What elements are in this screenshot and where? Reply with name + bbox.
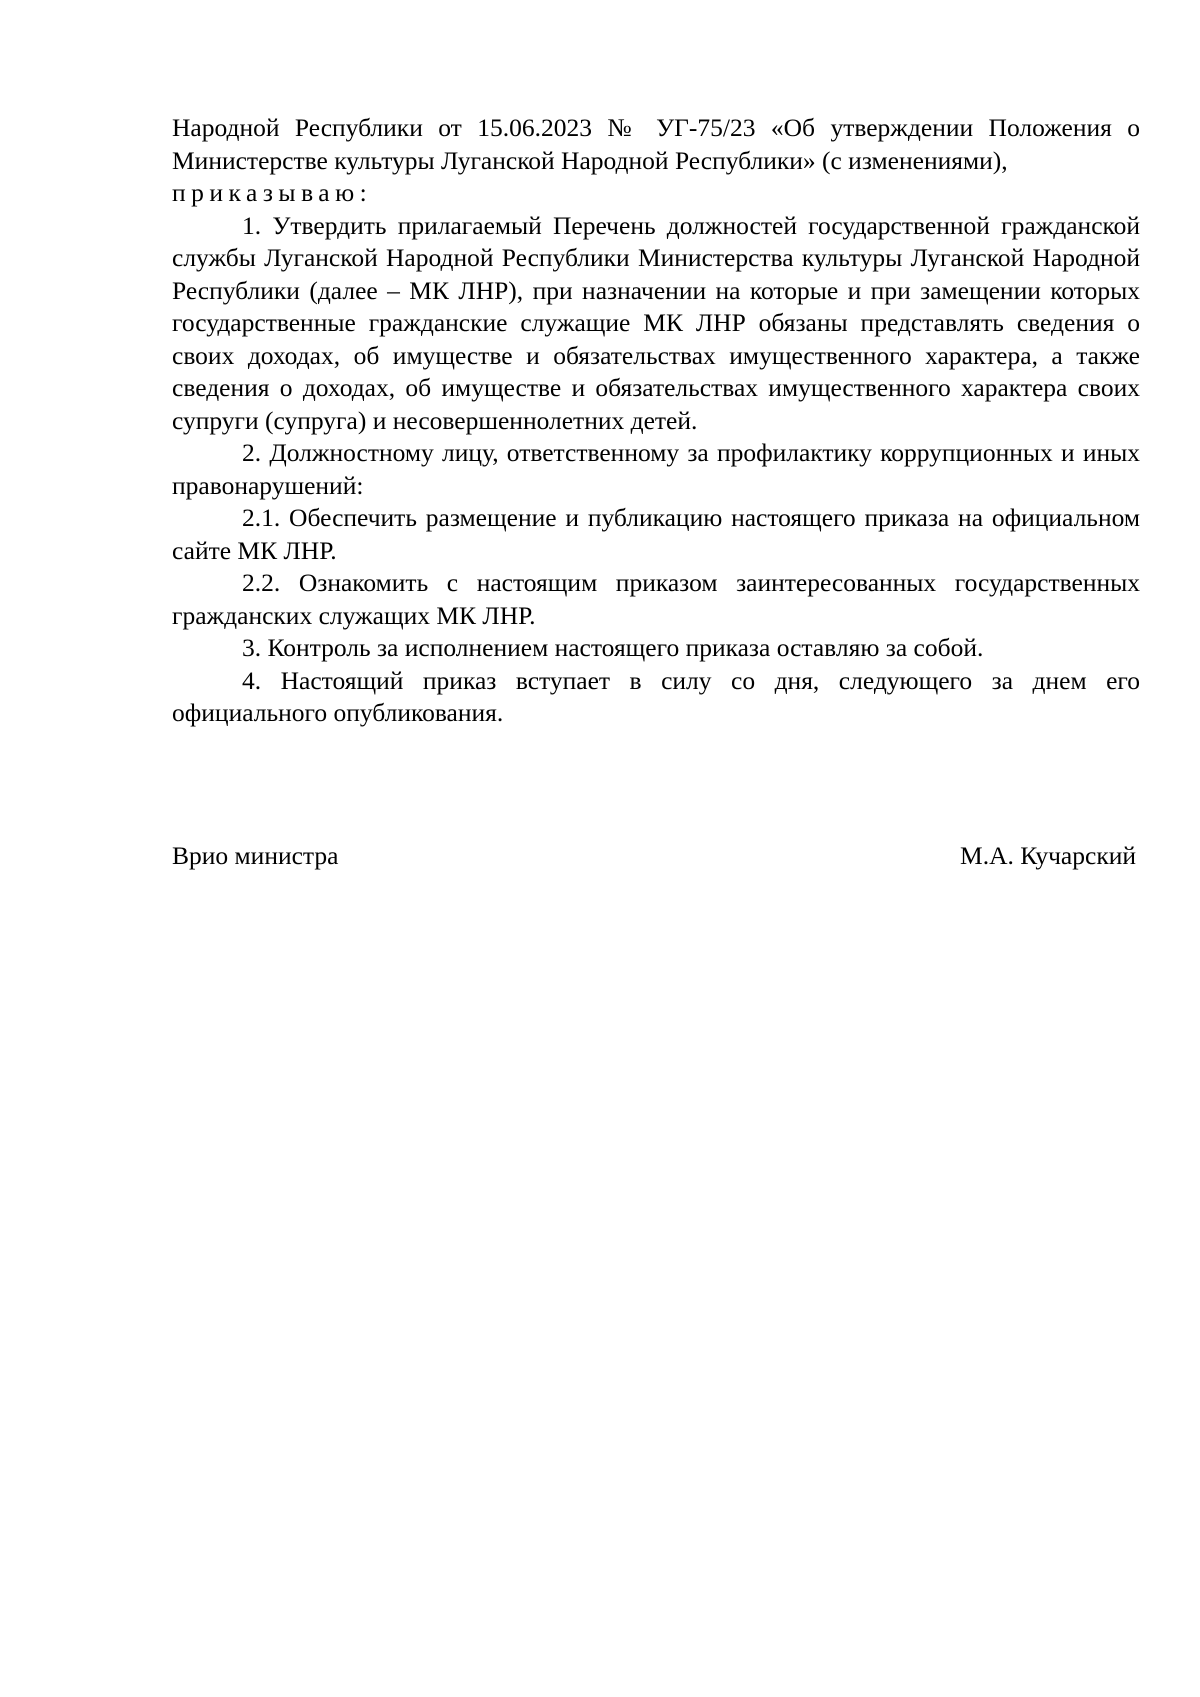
document-body bbox=[172, 112, 1140, 730]
paragraph-preamble: Народной Республики от 15.06.2023 № УГ-75/23 «Об утверждении Положения о Министерстве культуры Луганской Народной Республики» (с изменениями), bbox=[172, 113, 1140, 175]
signatory-position: Врио министра bbox=[172, 841, 339, 870]
signature-block bbox=[172, 840, 1140, 873]
paragraph-item-2: 2. Должностному лицу, ответственному за профилактику коррупционных и иных правонарушений: bbox=[172, 438, 1140, 500]
paragraph-item-3: 3. Контроль за исполнением настоящего приказа оставляю за собой. bbox=[242, 633, 984, 662]
paragraph-order-word: приказываю: bbox=[172, 178, 373, 207]
paragraph-item-4: 4. Настоящий приказ вступает в силу со дня, следующего за днем его официального опубликования. bbox=[172, 665, 1140, 727]
paragraph-item-1: 1. Утвердить прилагаемый Перечень должностей государственной гражданской службы Луганской Народной Республики Министерства культуры Луганской Народной Республики (далее – МК ЛНР), при назначении на которые и при замещении которых государственные гражданские служащие МК ЛНР обязаны представлять сведения о своих доходах, об имуществе и обязательствах имущественного характера, а также сведения о доходах, об имуществе и обязательствах имущественного характера своих супруги (супруга) и несовершеннолетних детей. bbox=[172, 210, 1140, 435]
paragraph-item-2-2: 2.2. Ознакомить с настоящим приказом заинтересованных государственных гражданских служащих МК ЛНР. bbox=[172, 568, 1140, 630]
paragraph-item-2-1: 2.1. Обеспечить размещение и публикацию настоящего приказа на официальном сайте МК ЛНР. bbox=[172, 503, 1140, 565]
signatory-name: М.А. Кучарский bbox=[960, 841, 1136, 870]
